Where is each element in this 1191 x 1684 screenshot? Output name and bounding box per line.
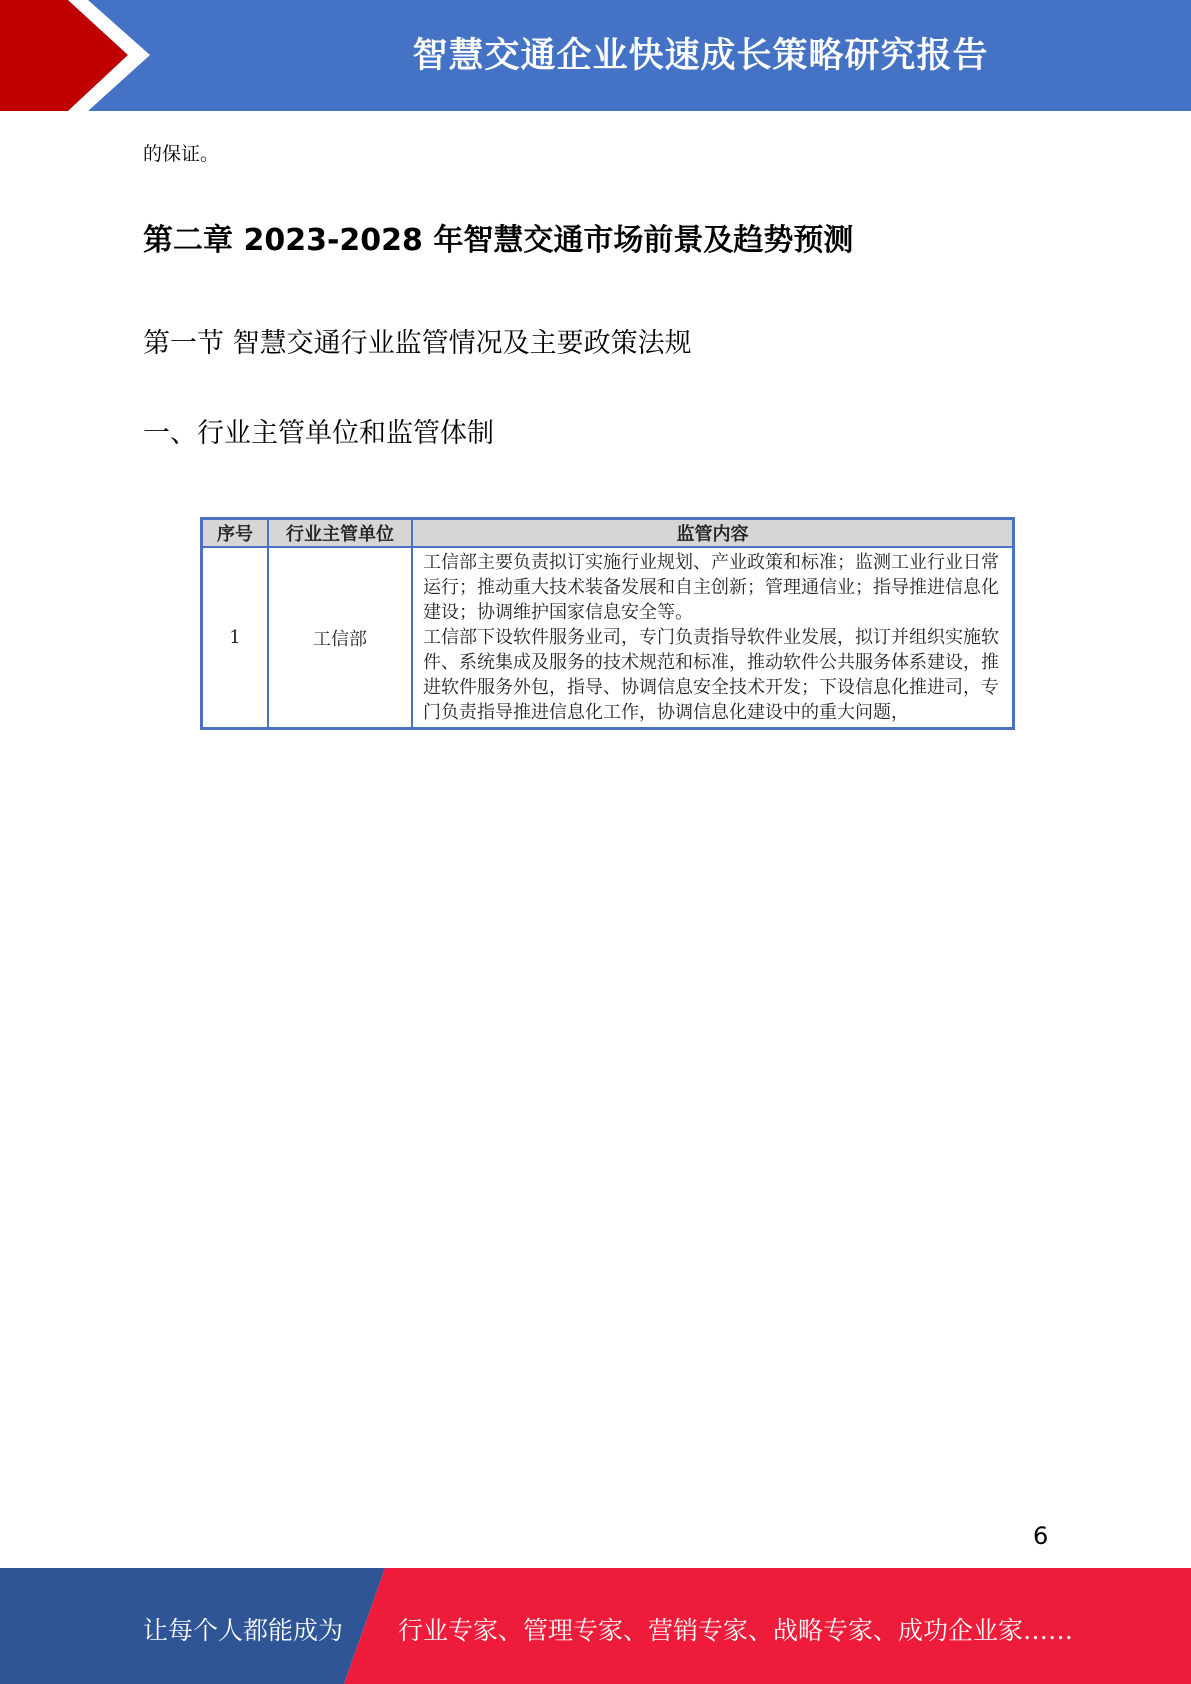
- subsection-title: 一、行业主管单位和监管体制: [143, 418, 494, 449]
- page-header: [0, 0, 1191, 111]
- footer-slogan-left: 让每个人都能成为: [143, 1616, 344, 1645]
- report-title: 智慧交通企业快速成长策略研究报告: [412, 36, 989, 76]
- header-no: 序号: [202, 519, 269, 548]
- footer-slogan-right: 行业专家、管理专家、营销专家、战略专家、成功企业家……: [398, 1616, 1074, 1645]
- chapter-title: 第二章 2023-2028 年智慧交通市场前景及趋势预测: [143, 223, 854, 258]
- table-row: [202, 547, 1014, 729]
- content-paragraph: 工信部主要负责拟订实施行业规划、产业政策和标准；监测工业行业日常运行；推动重大技术装备发展和自主创新；管理通信业；指导推进信息化建设；协调维护国家信息安全等。: [423, 552, 999, 623]
- section-title: 第一节 智慧交通行业监管情况及主要政策法规: [143, 328, 692, 359]
- table-header-row: [202, 519, 1014, 548]
- cell-content: [412, 547, 1014, 729]
- cell-unit: 工信部: [268, 547, 412, 729]
- page-number: 6: [1033, 1522, 1049, 1550]
- content-paragraph: 工信部下设软件服务业司，专门负责指导软件业发展，拟订并组织实施软件、系统集成及服务的技术规范和标准，推动软件公共服务体系建设，推进软件服务外包，指导、协调信息安全技术开发；下设信息化推进司，专门负责指导推进信息化工作，协调信息化建设中的重大问题，: [423, 627, 999, 723]
- cell-no: 1: [202, 547, 269, 729]
- page-footer: [0, 1568, 1191, 1684]
- header-content: 监管内容: [412, 519, 1014, 548]
- header-unit: 行业主管单位: [268, 519, 412, 548]
- regulator-table: [200, 517, 1015, 730]
- intro-text: 的保证。: [143, 143, 220, 165]
